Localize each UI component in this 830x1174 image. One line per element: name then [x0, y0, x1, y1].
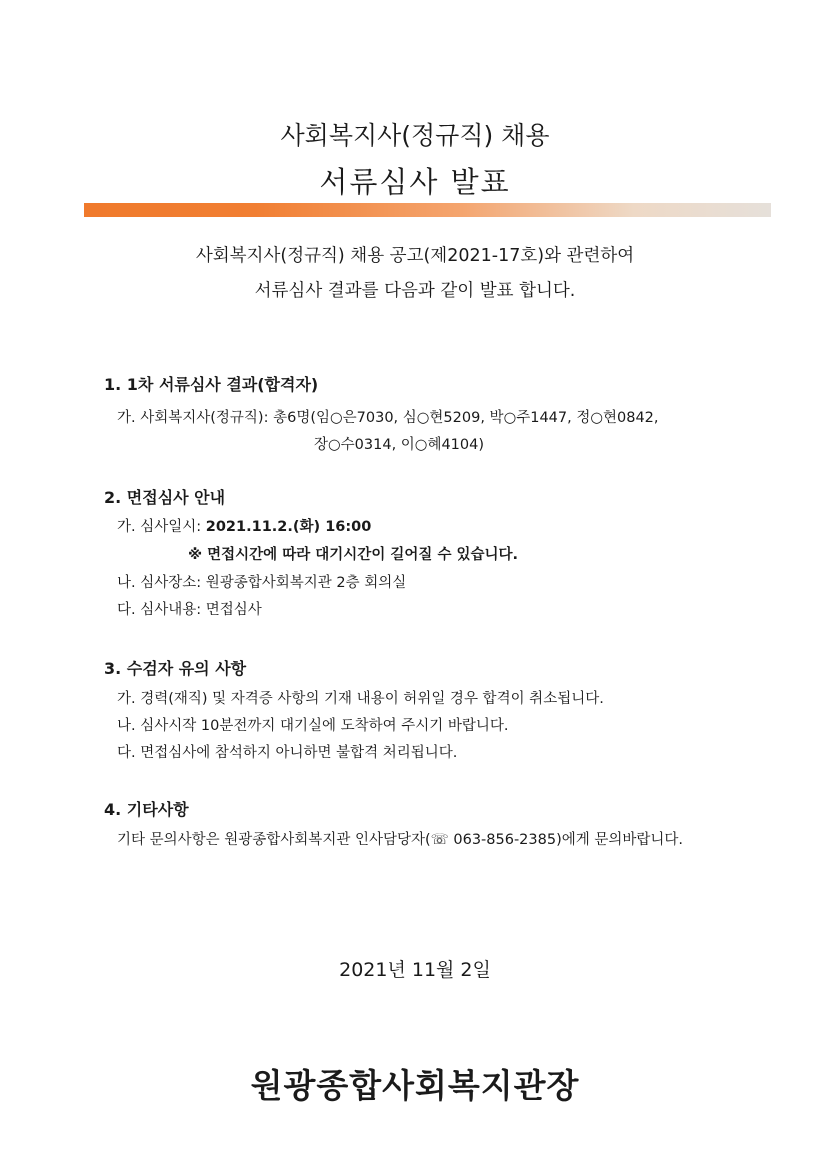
section2-heading: 2. 면접심사 안내 — [104, 488, 226, 507]
document-title-line1: 사회복지사(정규직) 채용 — [280, 121, 550, 150]
interview-datetime: 2021.11.2.(화) 16:00 — [205, 519, 372, 535]
title-underline-bar — [84, 203, 771, 217]
announcement-date: 2021년 11월 2일 — [339, 959, 491, 981]
section3-item2: 나. 심사시작 10분전까지 대기실에 도착하여 주시기 바랍니다. — [117, 718, 509, 734]
section3-heading: 3. 수검자 유의 사항 — [104, 659, 247, 678]
section2-note: ※ 면접시간에 따라 대기시간이 길어질 수 있습니다. — [188, 547, 519, 563]
section3-item1: 가. 경력(재직) 및 자격증 사항의 기재 내용이 허위일 경우 합격이 취소됩니다. — [117, 691, 604, 707]
section4-item1: 기타 문의사항은 원광종합사회복지관 인사담당자(☏ 063-856-2385)에게 문의바랍니다. — [117, 832, 684, 848]
section2-item1 — [117, 515, 371, 536]
section1-heading: 1. 1차 서류심사 결과(합격자) — [104, 375, 319, 394]
section2-item2: 나. 심사장소: 원광종합사회복지관 2층 회의실 — [117, 575, 407, 591]
intro-line2: 서류심사 결과를 다음과 같이 발표 합니다. — [254, 281, 576, 301]
section4-heading: 4. 기타사항 — [104, 800, 189, 819]
section3-item3: 다. 면접심사에 참석하지 아니하면 불합격 처리됩니다. — [117, 745, 458, 761]
section2-item3: 다. 심사내용: 면접심사 — [117, 602, 262, 618]
section1-item1-line2: 장○수0314, 이○혜4104) — [314, 437, 485, 453]
intro-line1: 사회복지사(정규직) 채용 공고(제2021-17호)와 관련하여 — [195, 246, 635, 266]
document-title-line2: 서류심사 발표 — [319, 165, 511, 199]
issuer-name: 원광종합사회복지관장 — [250, 1066, 580, 1105]
section2-item1-label: 가. 심사일시: — [117, 519, 206, 535]
section1-item1-line1: 가. 사회복지사(정규직): 총6명(임○은7030, 심○현5209, 박○주1447, 정○현0842, — [117, 410, 659, 426]
